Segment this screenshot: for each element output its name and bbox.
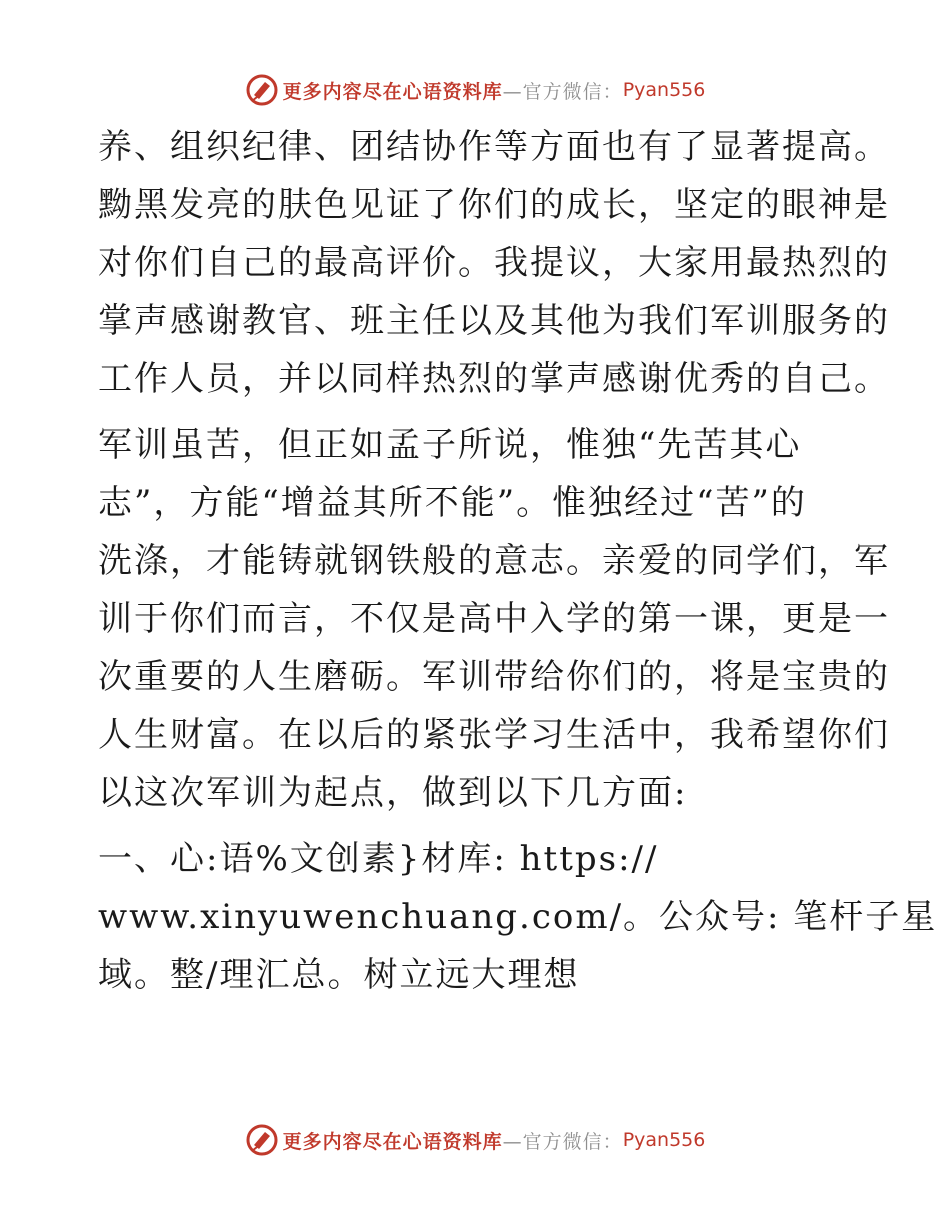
text-line: 洗涤，才能铸就钢铁般的意志。亲爱的同学们，军 <box>98 541 890 581</box>
paragraph-3 <box>98 830 938 1004</box>
text-line: 养、组织纪律、团结协作等方面也有了显著提高。 <box>98 127 890 167</box>
text-line: 人生财富。在以后的紧张学习生活中，我希望你们 <box>98 715 890 755</box>
banner-title: 更多内容尽在心语资料库 <box>282 80 503 103</box>
banner-wechat-id: Pyan556 <box>622 1129 706 1151</box>
banner-subtitle: —官方微信： <box>502 80 623 103</box>
text-line: 域。整/理汇总。树立远大理想 <box>98 955 580 995</box>
text-line: 志”，方能“增益其所不能”。惟独经过“苦”的 <box>98 483 807 523</box>
brand-logo-icon <box>245 1123 279 1157</box>
text-line: www.xinyuwenchuang.com/。公众号: 笔杆子星 <box>98 897 938 937</box>
brand-logo-icon <box>245 73 279 107</box>
document-body <box>98 118 938 1004</box>
text-line: 训于你们而言，不仅是高中入学的第一课，更是一 <box>98 599 890 639</box>
text-line: 次重要的人生磨砺。军训带给你们的，将是宝贵的 <box>98 657 890 697</box>
text-line: 军训虽苦，但正如孟子所说，惟独“先苦其心 <box>98 425 802 465</box>
footer-banner <box>0 1120 950 1160</box>
text-line: 黝黑发亮的肤色见证了你们的成长，坚定的眼神是 <box>98 185 890 225</box>
text-line: 一、心:语%文创素}材库: https:// <box>98 839 659 879</box>
text-line: 对你们自己的最高评价。我提议，大家用最热烈的 <box>98 243 890 283</box>
text-line: 掌声感谢教官、班主任以及其他为我们军训服务的 <box>98 301 890 341</box>
paragraph-1 <box>98 118 890 408</box>
text-line: 工作人员，并以同样热烈的掌声感谢优秀的自己。 <box>98 359 890 399</box>
header-banner <box>0 70 950 110</box>
paragraph-2 <box>98 416 890 822</box>
banner-wechat-id: Pyan556 <box>622 79 706 101</box>
text-line: 以这次军训为起点，做到以下几方面: <box>98 773 688 813</box>
banner-subtitle: —官方微信： <box>502 1130 623 1153</box>
banner-title: 更多内容尽在心语资料库 <box>282 1130 503 1153</box>
